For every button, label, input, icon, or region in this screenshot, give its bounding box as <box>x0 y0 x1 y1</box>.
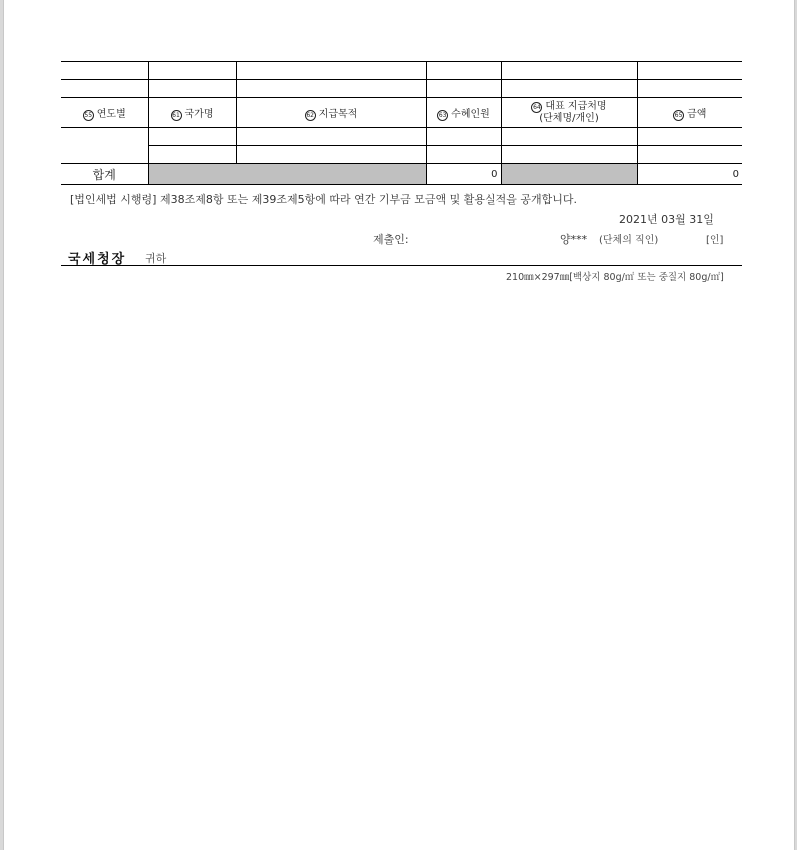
header-country: 61 국가명 <box>148 98 236 128</box>
donation-table <box>61 61 742 185</box>
circled-number-icon: 55 <box>84 111 93 119</box>
header-recipients: 63 수혜인원 <box>426 98 501 128</box>
circled-number-icon: 62 <box>306 111 314 119</box>
circled-number-icon: 65 <box>674 111 683 119</box>
header-amount: 65 금액 <box>637 98 742 128</box>
shaded-cell <box>501 164 637 185</box>
recipient-honorific: 귀하 <box>145 252 167 265</box>
total-recipients: 0 <box>426 164 501 185</box>
document-page <box>3 0 795 850</box>
divider <box>61 265 742 266</box>
circled-number-icon: 64 <box>533 104 541 111</box>
submitter-name: 양*** <box>560 233 588 246</box>
total-label: 합계 <box>61 164 148 185</box>
seal-mark: [인] <box>706 235 724 246</box>
circled-number-icon: 63 <box>438 111 447 119</box>
circled-number-icon: 61 <box>172 111 180 119</box>
table-header-row <box>61 98 742 128</box>
table-row <box>61 146 742 164</box>
total-row <box>61 164 742 185</box>
header-payee: 64 대표 지급처명 (단체명/개인) <box>501 98 637 128</box>
shaded-cell <box>148 164 426 185</box>
table-row <box>61 128 742 146</box>
header-year: 55 연도별 <box>61 98 148 128</box>
header-purpose: 62 지급목적 <box>236 98 426 128</box>
table-row <box>61 80 742 98</box>
recipient-name: 국세청장 <box>68 252 127 267</box>
submitter-role: (단체의 직인) <box>599 235 659 246</box>
submission-date: 2021년 03월 31일 <box>619 213 714 226</box>
submitter-label: 제출인: <box>373 233 409 246</box>
table-row <box>61 62 742 80</box>
total-amount: 0 <box>637 164 742 185</box>
legal-notice: [법인세법 시행령] 제38조제8항 또는 제39조제5항에 따라 연간 기부금 모금액 및 활용실적을 공개합니다. <box>70 193 577 206</box>
paper-spec: 210㎜×297㎜[백상지 80g/㎡ 또는 중질지 80g/㎡] <box>506 272 724 283</box>
